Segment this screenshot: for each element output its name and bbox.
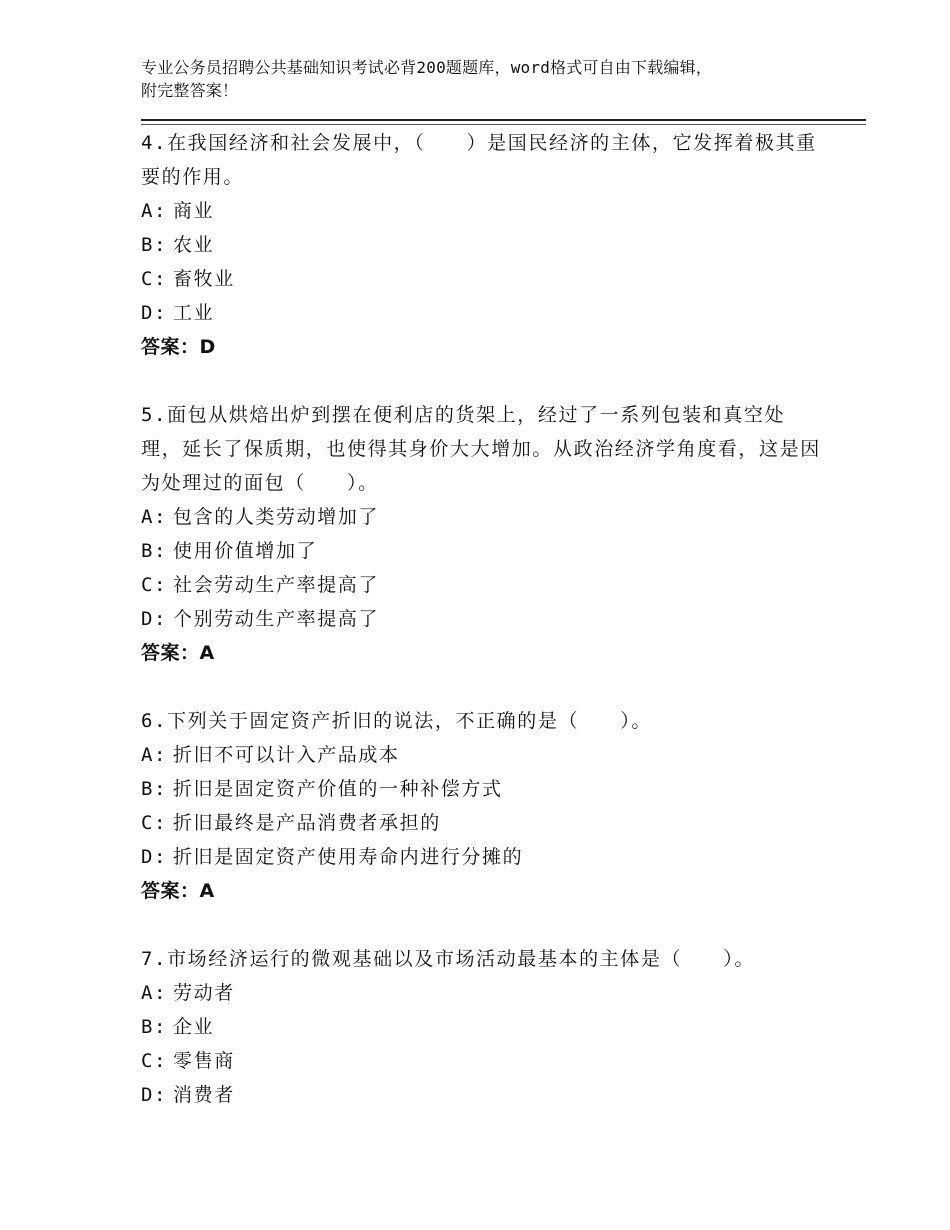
question-6 — [141, 704, 821, 908]
option-text: 折旧是固定资产价值的一种补偿方式 — [173, 778, 503, 800]
option-text: 包含的人类劳动增加了 — [173, 506, 380, 528]
option-text: 劳动者 — [173, 982, 235, 1004]
option-key: B: — [141, 234, 168, 256]
option-text: 折旧不可以计入产品成本 — [173, 744, 400, 766]
option-text: 零售商 — [173, 1050, 235, 1072]
option-b — [141, 772, 821, 806]
option-text: 使用价值增加了 — [173, 540, 318, 562]
option-key: C: — [141, 268, 168, 290]
option-key: B: — [141, 540, 168, 562]
answer-label: 答案：D — [141, 336, 216, 358]
option-key: B: — [141, 778, 168, 800]
question-7 — [141, 942, 821, 1112]
option-key: D: — [141, 846, 168, 868]
option-key: C: — [141, 812, 168, 834]
option-key: C: — [141, 1050, 168, 1072]
option-a — [141, 194, 821, 228]
option-text: 农业 — [173, 234, 215, 256]
option-c — [141, 806, 821, 840]
option-b — [141, 228, 821, 262]
option-d — [141, 296, 821, 330]
option-text: 商业 — [173, 200, 215, 222]
question-stem: 5.面包从烘焙出炉到摆在便利店的货架上，经过了一系列包装和真空处理，延长了保质期，也使得其身价大大增加。从政治经济学角度看，这是因为处理过的面包（ ）。 — [141, 404, 821, 494]
answer-label: 答案：A — [141, 880, 215, 902]
question-stem: 7.市场经济运行的微观基础以及市场活动最基本的主体是（ ）。 — [141, 948, 755, 970]
option-key: D: — [141, 1084, 168, 1106]
document-header — [141, 56, 841, 102]
option-b — [141, 534, 821, 568]
header-line-2: 附完整答案！ — [141, 81, 239, 100]
option-key: C: — [141, 574, 168, 596]
question-4 — [141, 126, 821, 364]
question-5 — [141, 398, 821, 670]
option-text: 折旧最终是产品消费者承担的 — [173, 812, 441, 834]
option-key: A: — [141, 982, 168, 1004]
option-b — [141, 1010, 821, 1044]
option-c — [141, 1044, 821, 1078]
option-key: A: — [141, 744, 168, 766]
option-d — [141, 840, 821, 874]
option-text: 消费者 — [173, 1084, 235, 1106]
option-a — [141, 976, 821, 1010]
option-text: 企业 — [173, 1016, 215, 1038]
option-a — [141, 500, 821, 534]
question-stem: 6.下列关于固定资产折旧的说法，不正确的是（ ）。 — [141, 710, 652, 732]
header-line-1: 专业公务员招聘公共基础知识考试必背200题题库，word格式可自由下载编辑， — [141, 58, 713, 77]
option-c — [141, 568, 821, 602]
option-text: 社会劳动生产率提高了 — [173, 574, 380, 596]
option-d — [141, 1078, 821, 1112]
option-text: 个别劳动生产率提高了 — [173, 608, 380, 630]
header-divider-thin — [141, 124, 866, 125]
option-key: A: — [141, 200, 168, 222]
option-key: D: — [141, 608, 168, 630]
question-list — [141, 126, 821, 1146]
option-key: A: — [141, 506, 168, 528]
option-key: D: — [141, 302, 168, 324]
header-divider-thick — [141, 119, 866, 121]
option-a — [141, 738, 821, 772]
answer-label: 答案：A — [141, 642, 215, 664]
question-stem: 4.在我国经济和社会发展中，（ ）是国民经济的主体，它发挥着极其重要的作用。 — [141, 132, 817, 188]
option-text: 畜牧业 — [173, 268, 235, 290]
option-c — [141, 262, 821, 296]
option-d — [141, 602, 821, 636]
option-text: 工业 — [173, 302, 215, 324]
option-text: 折旧是固定资产使用寿命内进行分摊的 — [173, 846, 524, 868]
option-key: B: — [141, 1016, 168, 1038]
